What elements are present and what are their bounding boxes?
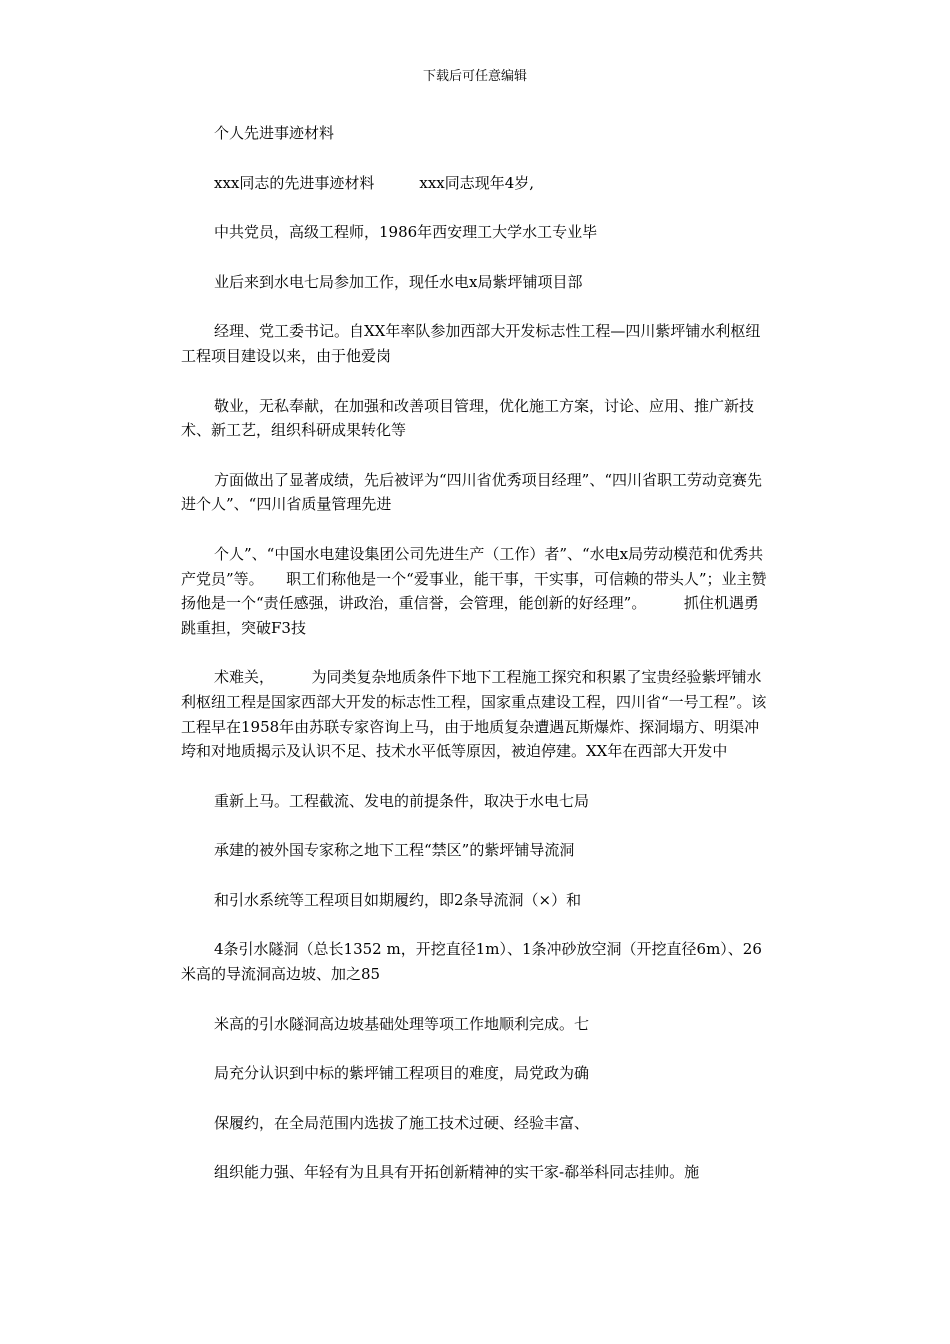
page-header: 下载后可任意编辑 [422, 69, 527, 84]
paragraph: 方面做出了显著成绩，先后被评为“四川省优秀项目经理”、“四川省职工劳动竞赛先进个人”、“四川省质量管理先进 [181, 470, 763, 514]
paragraph: 保履约，在全局范围内选拔了施工技术过硬、经验丰富、 [214, 1113, 590, 1132]
document-body [181, 121, 771, 1210]
paragraph: 重新上马。工程截流、发电的前提条件，取决于水电七局 [214, 791, 590, 810]
paragraph: 局充分认识到中标的紫坪铺工程项目的难度，局党政为确 [214, 1064, 590, 1083]
paragraph: 个人”、“中国水电建设集团公司先进生产（工作）者”、“水电x局劳动模范和优秀共产党员”等。 职工们称他是一个“爱事业，能干事，干实事，可信赖的带头人”；业主赞扬他是一个“责任感强，讲政治，重信誉，会管理，能创新的好经理”。 抓住机遇勇跳重担，突破F3技 [181, 544, 767, 637]
paragraph: 经理、党工委书记。自XX年率队参加西部大开发标志性工程—四川紫坪铺水利枢纽工程项目建设以来，由于他爱岗 [181, 322, 761, 365]
document-title: 个人先进事迹材料 [214, 124, 335, 142]
paragraph: 组织能力强、年轻有为且具有开拓创新精神的实干家-郗举科同志挂帅。施 [214, 1163, 700, 1182]
paragraph: 业后来到水电七局参加工作，现任水电x局紫坪铺项目部 [214, 272, 583, 291]
paragraph: 术难关， 为同类复杂地质条件下地下工程施工探究和积累了宝贵经验紫坪铺水利枢纽工程是国家西部大开发的标志性工程，国家重点建设工程，四川省“一号工程”。该工程早在1958年由苏联专家咨询上马，由于地质复杂遭遇瓦斯爆炸、探洞塌方、明渠冲垮和对地质揭示及认识不足、技术水平低等原因，被迫停建。XX年在西部大开发中 [181, 668, 767, 761]
paragraph: xxx同志的先进事迹材料 xxx同志现年4岁, [214, 173, 535, 192]
paragraph: 和引水系统等工程项目如期履约，即2条导流洞（×）和 [214, 890, 582, 909]
paragraph: 米高的引水隧洞高边坡基础处理等项工作地顺利完成。七 [214, 1014, 590, 1033]
paragraph: 敬业，无私奉献，在加强和改善项目管理，优化施工方案，讨论、应用、推广新技术、新工艺，组织科研成果转化等 [181, 396, 755, 440]
paragraph: 4条引水隧洞（总长1352 m，开挖直径1m）、1条冲砂放空洞（开挖直径6m）、26米高的导流洞高边坡、加之85 [181, 940, 762, 984]
paragraph: 承建的被外国专家称之地下工程“禁区”的紫坪铺导流洞 [214, 841, 575, 860]
paragraph: 中共党员，高级工程师，1986年西安理工大学水工专业毕 [214, 223, 598, 242]
